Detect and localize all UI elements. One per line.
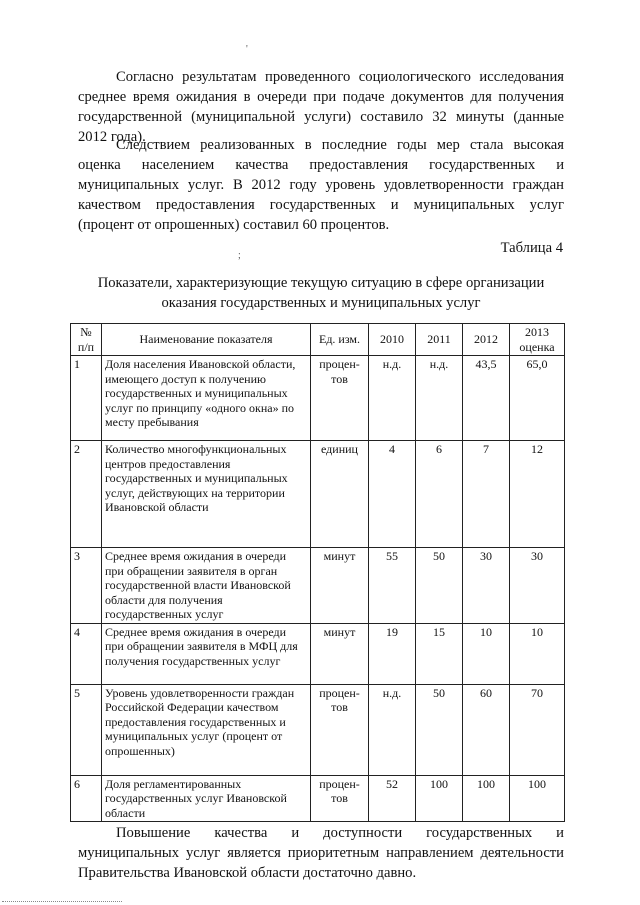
cell-unit: минут bbox=[311, 623, 369, 684]
cell-2013: 100 bbox=[510, 775, 565, 822]
cell-2010: н.д. bbox=[369, 684, 416, 775]
header-2012: 2012 bbox=[463, 324, 510, 356]
cell-2013: 70 bbox=[510, 684, 565, 775]
cell-num: 1 bbox=[71, 356, 102, 441]
header-2013: 2013 оценка bbox=[510, 324, 565, 356]
cell-2012: 7 bbox=[463, 441, 510, 548]
header-2010: 2010 bbox=[369, 324, 416, 356]
cell-2011: 50 bbox=[416, 548, 463, 624]
scan-artifact-mark: ' bbox=[246, 44, 248, 55]
cell-num: 2 bbox=[71, 441, 102, 548]
cell-2012: 30 bbox=[463, 548, 510, 624]
table-row bbox=[71, 775, 565, 822]
cell-unit: процен-тов bbox=[311, 356, 369, 441]
cell-2010: н.д. bbox=[369, 356, 416, 441]
cell-2013: 65,0 bbox=[510, 356, 565, 441]
cell-name: Количество многофункциональных центров предоставления государственных и муниципальных услуг, действующих на территории Ивановской области bbox=[102, 441, 311, 548]
cell-num: 5 bbox=[71, 684, 102, 775]
paragraph-priority-direction: Повышение качества и доступности государственных и муниципальных услуг является приоритетным направлением деятельности Правительства Ивановской области достаточно давно. bbox=[78, 825, 564, 881]
cell-2012: 100 bbox=[463, 775, 510, 822]
cell-2010: 19 bbox=[369, 623, 416, 684]
header-name: Наименование показателя bbox=[102, 324, 311, 356]
cell-num: 4 bbox=[71, 623, 102, 684]
cell-unit: единиц bbox=[311, 441, 369, 548]
table-number: Таблица 4 bbox=[500, 240, 563, 256]
cell-num: 6 bbox=[71, 775, 102, 822]
cell-2011: 6 bbox=[416, 441, 463, 548]
header-unit: Ед. изм. bbox=[311, 324, 369, 356]
cell-2012: 10 bbox=[463, 623, 510, 684]
cell-unit: минут bbox=[311, 548, 369, 624]
paragraph-satisfaction-level: Следствием реализованных в последние годы мер стала высокая оценка населением качества предоставления государственных и муниципальных услуг. В 2012 году уровень удовлетворенности граждан качеством предоставления государственных и муниципальных услуг (процент от опрошенных) составил 60 процентов. bbox=[78, 137, 564, 233]
cell-2011: 50 bbox=[416, 684, 463, 775]
cell-2013: 30 bbox=[510, 548, 565, 624]
table-row bbox=[71, 441, 565, 548]
indicators-table bbox=[70, 323, 565, 822]
cell-unit: процен-тов bbox=[311, 684, 369, 775]
table-title: Показатели, характеризующие текущую ситуацию в сфере организации оказания государственных и муниципальных услуг bbox=[97, 275, 545, 311]
cell-name: Уровень удовлетворенности граждан Российской Федерации качеством предоставления государственных и муниципальных услуг (процент от опрошенных) bbox=[102, 684, 311, 775]
cell-2012: 60 bbox=[463, 684, 510, 775]
table-row bbox=[71, 548, 565, 624]
cell-unit: процен-тов bbox=[311, 775, 369, 822]
cell-2010: 55 bbox=[369, 548, 416, 624]
cell-2011: н.д. bbox=[416, 356, 463, 441]
cell-2011: 15 bbox=[416, 623, 463, 684]
table-row bbox=[71, 623, 565, 684]
table-row bbox=[71, 684, 565, 775]
header-2011: 2011 bbox=[416, 324, 463, 356]
cell-2013: 12 bbox=[510, 441, 565, 548]
cell-num: 3 bbox=[71, 548, 102, 624]
cell-name: Доля населения Ивановской области, имеющего доступ к получению государственных и муниципальных услуг по принципу «одного окна» по месту пребывания bbox=[102, 356, 311, 441]
cell-2011: 100 bbox=[416, 775, 463, 822]
cell-2013: 10 bbox=[510, 623, 565, 684]
cell-name: Среднее время ожидания в очереди при обращении заявителя в МФЦ для получения государственных услуг bbox=[102, 623, 311, 684]
cell-2012: 43,5 bbox=[463, 356, 510, 441]
paragraph-survey-results: Согласно результатам проведенного социологического исследования среднее время ожидания в очереди при подаче документов для получения государственной (муниципальной услуги) составило 32 минуты (данные 2012 года). bbox=[78, 69, 564, 145]
header-num: № п/п bbox=[71, 324, 102, 356]
scan-artifact-mark: ; bbox=[238, 250, 241, 261]
table-header-row bbox=[71, 324, 565, 356]
cell-name: Среднее время ожидания в очереди при обращении заявителя в орган государственной власти Ивановской области для получения государственных услуг bbox=[102, 548, 311, 624]
cell-2010: 4 bbox=[369, 441, 416, 548]
table-row bbox=[71, 356, 565, 441]
cell-name: Доля регламентированных государственных услуг Ивановской области bbox=[102, 775, 311, 822]
cell-2010: 52 bbox=[369, 775, 416, 822]
footer-dotted-line bbox=[2, 901, 122, 902]
